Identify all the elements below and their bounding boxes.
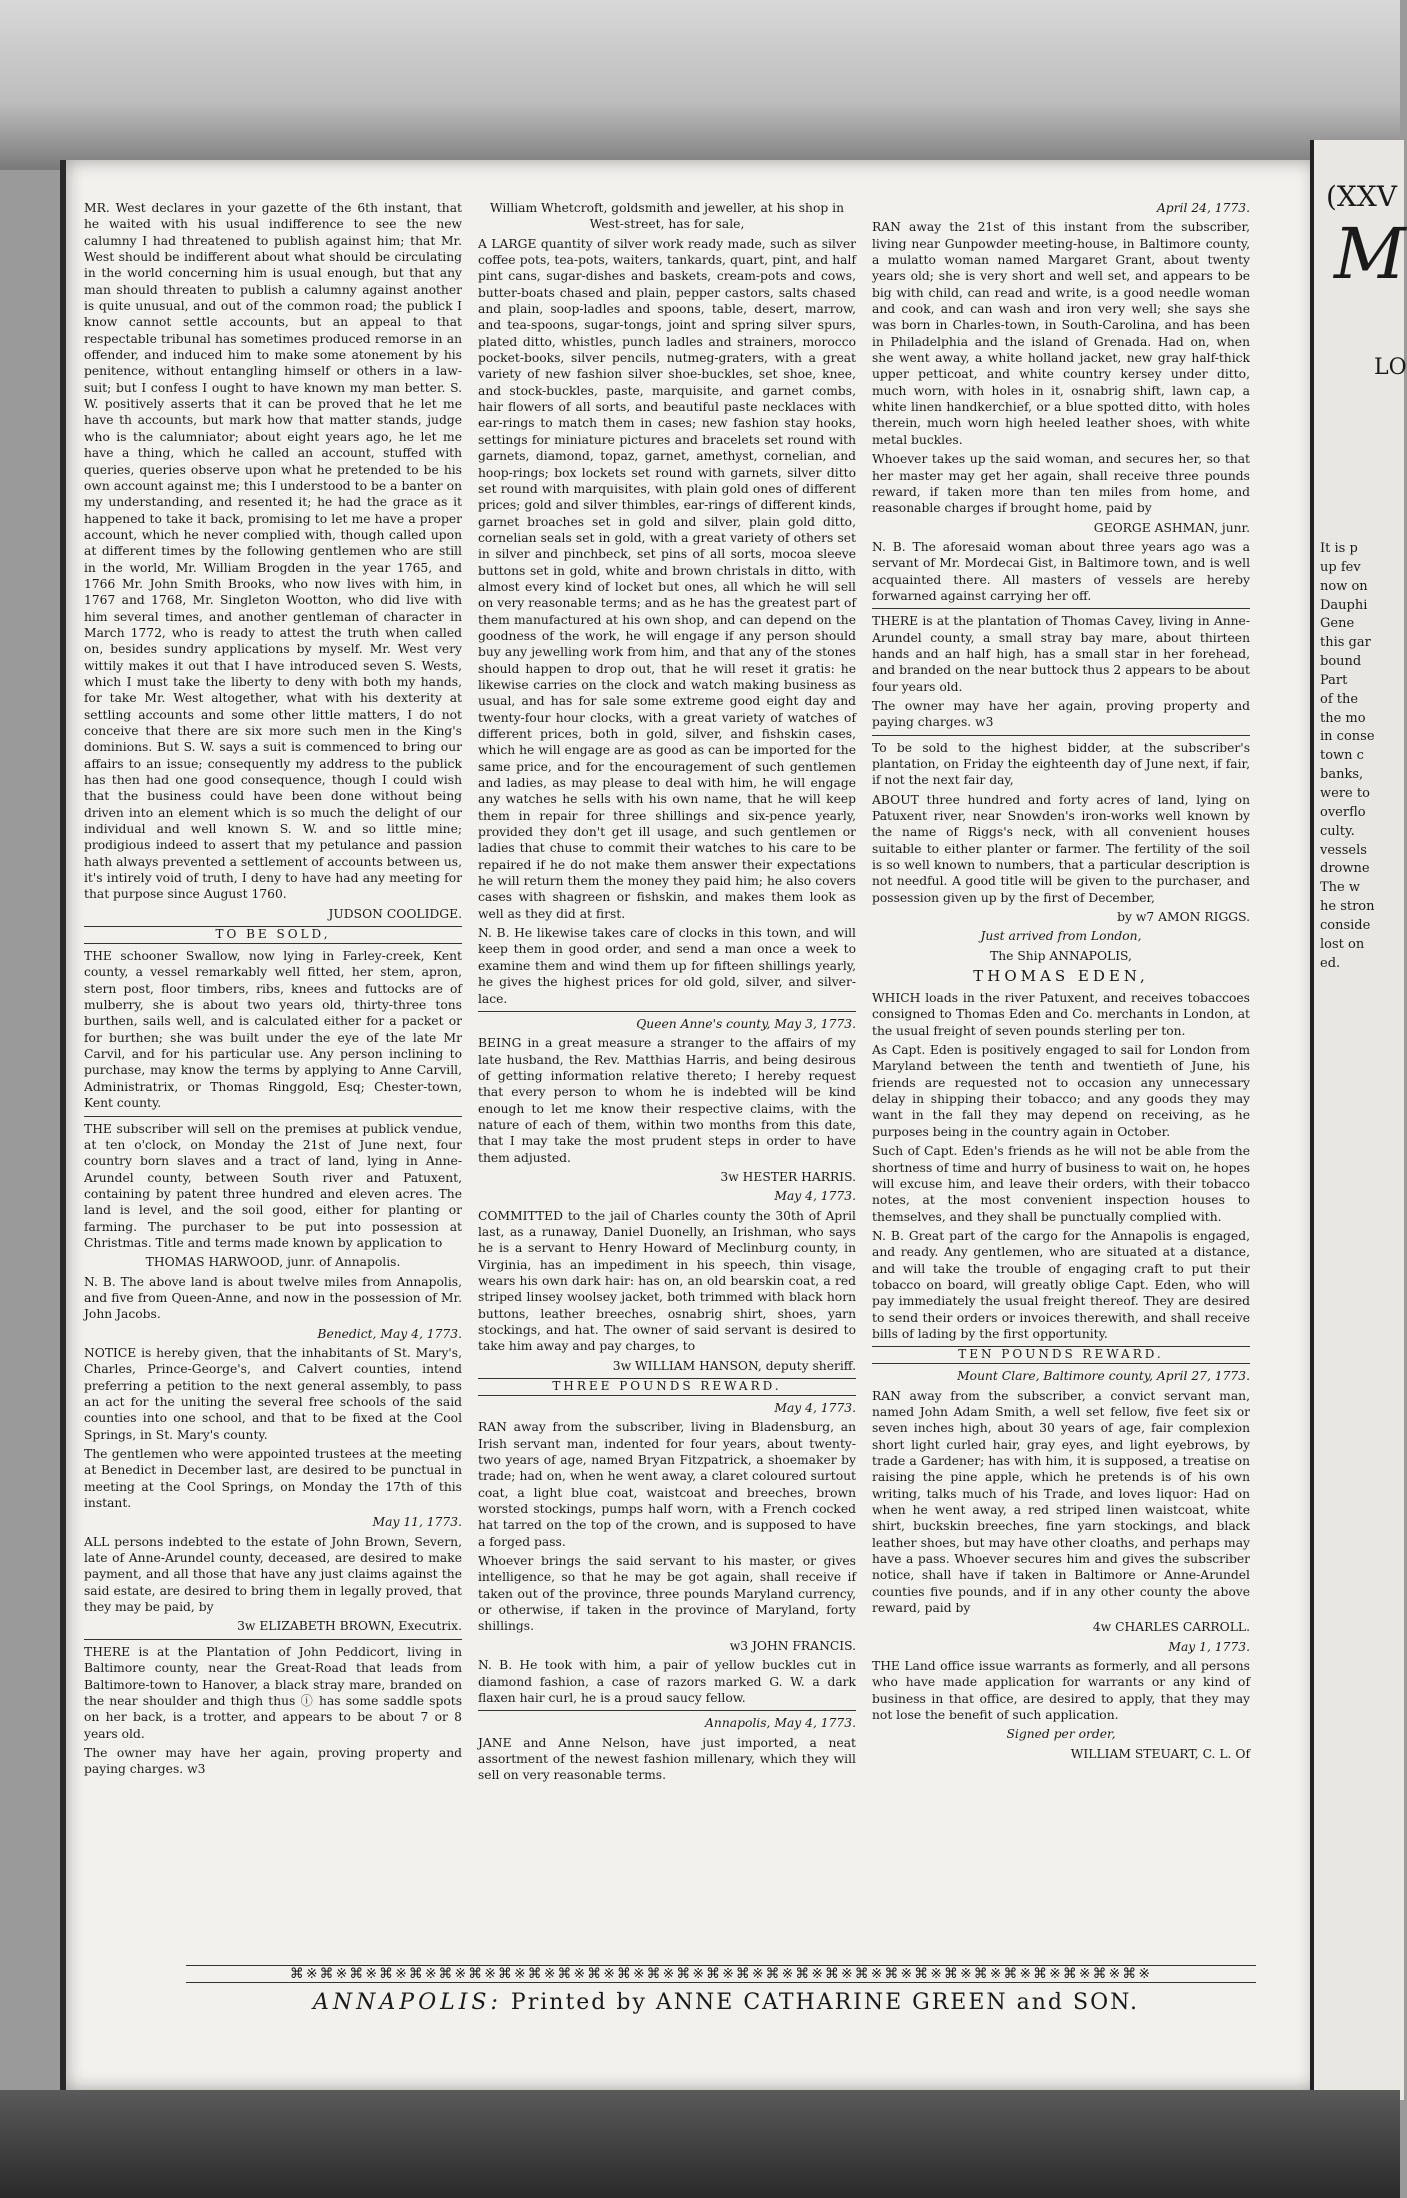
dateline-may-4-b: May 4, 1773. <box>774 1401 856 1416</box>
adjacent-page-line: lost on <box>1320 936 1365 952</box>
signature-william-hanson: 3w WILLIAM HANSON, deputy sheriff. <box>612 1358 856 1373</box>
signed-per-order: Signed per order, <box>1006 1727 1116 1742</box>
adjacent-page-line: bound <box>1320 654 1362 670</box>
signature-hester-harris: 3w HESTER HARRIS. <box>720 1169 856 1184</box>
notice-fitzpatrick-reward: Whoever brings the said servant to his master, or gives intelligence, so that he may be got again, shall receive if taken out of the province, three pounds Maryland currency, or otherwise, if taken in the province of Maryland, forty shillings. <box>478 1554 856 1634</box>
heading-to-be-sold: TO BE SOLD, <box>84 926 462 944</box>
dateline-annapolis: Annapolis, May 4, 1773. <box>705 1716 856 1731</box>
ad-nelson-millenary: JANE and Anne Nelson, have just imported, a neat assortment of the newest fashion millenary, which they will sell on very reasonable terms. <box>478 1735 856 1783</box>
heading-ship-annapolis: The Ship ANNAPOLIS, <box>990 948 1132 963</box>
notice-committed-duonelly: COMMITTED to the jail of Charles county the 30th of April last, as a runaway, Daniel Duonelly, an Irishman, who says he is a servant to Henry Howard of Meclinburg county, in Virginia, has an impediment in his speech, thin visage, wears his own dark hair: has on, an old bearskin coat, a red striped linsey woolsey jacket, both trimmed with black horn buttons, leather breeches, osnabrig shirt, shoes, yarn stockings, and hat. The owner of said servant is desired to take him away and pay charges, to <box>478 1208 856 1354</box>
adjacent-page-line: Dauphi <box>1320 597 1368 613</box>
adjacent-page-line: banks, <box>1320 767 1364 783</box>
adjacent-page-masthead-letter: M <box>1334 213 1406 295</box>
colophon-ornament: ⌘※⌘※⌘※⌘※⌘※⌘※⌘※⌘※⌘※⌘※⌘※⌘※⌘※⌘※⌘※⌘※⌘※⌘※⌘※⌘※⌘※⌘※⌘※⌘※⌘※⌘※⌘※⌘※⌘※ <box>186 1965 1256 1983</box>
adjacent-page-line: culty. <box>1320 823 1355 839</box>
signature-george-ashman: GEORGE ASHMAN, junr. <box>1093 520 1250 535</box>
notice-fitzpatrick-nb: N. B. He took with him, a pair of yellow buckles cut in diamond fashion, a case of razors marked G. W. a dark flaxen hair curl, he is a proud saucy fellow. <box>478 1658 856 1705</box>
adjacent-page-line: in conse <box>1320 729 1375 745</box>
divider <box>478 1011 856 1012</box>
notice-stray-mare-owner: The owner may have her again, proving property and paying charges. w3 <box>84 1745 462 1777</box>
notice-trustees: The gentlemen who were appointed trustees at the meeting at Benedict in December last, are desired to be punctual in meeting at the Cool Springs, on Monday the 17th of this instant. <box>84 1447 462 1511</box>
notice-hester-harris: BEING in a great measure a stranger to the affairs of my late husband, the Rev. Matthias Harris, and being desirous of getting information relative thereto; I hereby request that every person to whom he is indebted will be kind enough to let me know their respective claims, with the nature of each of them, within two months from this date, that I may take the most prudent steps in order to have them adjusted. <box>478 1036 856 1165</box>
notice-grant-nb: N. B. The aforesaid woman about three years ago was a servant of Mr. Mordecai Gist, in Baltimore town, and is well acquainted there. All masters of vessels are hereby forwarned against carrying her off. <box>872 539 1250 603</box>
adjacent-page-line: this gar <box>1320 635 1371 651</box>
article-coolidge: MR. West declares in your gazette of the 6th instant, that he waited with his usual indifference to see the new calumny I had threatened to publish against him; that Mr. West should be indifferent about what should be circulating in the world concerning him is usual enough, but that any man should threaten to publish a calumny against another is quite unusual, and out of the common road; the publick I know cannot settle accounts, but an appeal to that respectable tribunal has sometimes produced remorse in an offender, and induced him to make some atonement by his penitence, without entangling himself or others in a law-suit; but I confess I ought to have known my man better. S. W. positively asserts that it can be proved that he let me have th accounts, but mark how that matter stands, judge who is the calumniator; about eight years ago, he let me have a thing, which he called an account, stuffed with queries, queries observe upon what he pretended to be his own account against me; this I understood to be a banter on my understanding, and resented it; he had the grace as it happened to take it back, promising to let me have a proper account, which he never complied with, though called upon at different times by the following gentlemen who are still in the world, Mr. William Brogden in the year 1765, and 1766 Mr. John Smith Brooks, who now lives with him, in 1767 and 1768, Mr. Singleton Wootton, who did live with him several times, and another gentleman of character in March 1772, who is ready to attest the truth when called on, besides sundry applications by myself. Mr. West very wittily makes it out that I have introduced seven S. Wests, which I must take the liberty to deny with both my hands, for take Mr. West altogether, what with his dexterity at settling accounts and some other little matters, I do not conceive that there are six more such men in the King's dominions. But S. W. says a suit is commenced to bring our affairs to an issue; consequently my address to the publick has then had one good consequence, though I could wish that the business could have been done without being driven into an element which is so much the delight of our individual and well known S. W. and so little mine; prodigious indeed to assert that my petulance and passion hath always prevented a settlement of accounts between us, it's intirely void of truth, I deny to have had any meeting for that purpose since August 1760. <box>84 201 462 902</box>
notice-brown-estate: ALL persons indebted to the estate of John Brown, Severn, late of Anne-Arundel county, deceased, are desired to make payment, and all those that have any just claims against the said estate, are desired to bring them in legally proved, that they may be paid, by <box>84 1534 462 1615</box>
dateline-benedict: Benedict, May 4, 1773. <box>317 1326 462 1341</box>
scan-border-bottom <box>0 2090 1400 2198</box>
newspaper-page <box>60 160 1316 2090</box>
adjacent-page-line: overflo <box>1320 804 1366 820</box>
divider <box>84 1639 462 1640</box>
notice-stray-mare-cavey: THERE is at the plantation of Thomas Cavey, living in Anne-Arundel county, a small stray bay mare, about thirteen hands and an half high, has a small star in her forehead, and branded on the near buttock thus 2 appears to be about four years old. <box>872 614 1250 694</box>
notice-cavey-owner: The owner may have her again, proving property and paying charges. w3 <box>872 698 1250 730</box>
column-1 <box>84 200 462 1781</box>
heading-three-pounds-reward: THREE POUNDS REWARD. <box>478 1378 856 1396</box>
ad-whetcroft-header: William Whetcroft, goldsmith and jeweller, at his shop in West-street, has for sale, <box>490 201 844 232</box>
divider <box>478 1710 856 1711</box>
adjacent-page-line: drowne <box>1320 861 1370 877</box>
dateline-mount-clare: Mount Clare, Baltimore county, April 27, 1773. <box>957 1369 1250 1384</box>
dateline-queen-annes: Queen Anne's county, May 3, 1773. <box>636 1016 856 1031</box>
adjacent-page-line: the mo <box>1320 710 1366 726</box>
column-3 <box>872 200 1250 1765</box>
adjacent-page-line: Gene <box>1320 616 1355 632</box>
divider <box>84 1116 462 1117</box>
adjacent-page-header: (XXV <box>1326 180 1398 213</box>
signature-john-francis: w3 JOHN FRANCIS. <box>729 1638 856 1653</box>
adjacent-page-text <box>1314 540 1404 973</box>
signature-charles-carroll: 4w CHARLES CARROLL. <box>1092 1620 1250 1635</box>
notice-free-schools: NOTICE is hereby given, that the inhabitants of St. Mary's, Charles, Prince-George's, and Calvert counties, intend preferring a petition to the next general assembly, to pass an act for the uniting the several free schools of the said counties into one school, and that to be fixed at the Cool Springs, in St. Mary's county. <box>84 1345 462 1442</box>
signature-coolidge: JUDSON COOLIDGE. <box>328 906 462 921</box>
heading-thomas-eden: THOMAS EDEN, <box>973 967 1149 986</box>
divider <box>872 735 1250 736</box>
notice-stray-mare-peddicort: THERE is at the Plantation of John Peddicort, living in Baltimore county, near the Great-Road that leads from Baltimore-town to Hanover, a black stray mare, branded on the near shoulder and thigh thus ⓘ has some saddle spots on her back, is a trotter, and appears to be about 7 or 8 years old. <box>84 1644 462 1741</box>
adjacent-page-line: now on <box>1320 578 1368 594</box>
notice-grant-reward: Whoever takes up the said woman, and secures her, so that her master may get her again, shall receive three pounds reward, if taken more than ten miles from home, and reasonable charges if brought home, paid by <box>872 452 1250 516</box>
signature-amon-riggs: by w7 AMON RIGGS. <box>1117 910 1250 925</box>
adjacent-page-line: vessels <box>1320 842 1367 858</box>
notice-land-office: THE Land office issue warrants as formerly, and all persons who have made application for warrants or any kind of business in that office, are desired to apply, that they may not lose the benefit of such application. <box>872 1659 1250 1723</box>
ad-whetcroft-nb: N. B. He likewise takes care of clocks in this town, and will keep them in good order, and send a man once a week to examine them and wind them up for fifteen shillings yearly, he gives the highest prices for old gold, silver, and silver-lace. <box>478 926 856 1006</box>
ad-eden-friends: Such of Capt. Eden's friends as he will not be able from the shortness of time and hurry of business to wait on, he hopes will excuse him, and leave their orders, with their tobacco notes, at the most convenient inspection houses to themselves, and they shall be punctually complied with. <box>872 1144 1250 1224</box>
adjacent-page-line: conside <box>1320 917 1371 933</box>
dateline-may-4-a: May 4, 1773. <box>774 1189 856 1204</box>
dateline-may-11: May 11, 1773. <box>372 1515 462 1530</box>
dateline-may-1: May 1, 1773. <box>1168 1639 1250 1654</box>
signature-harwood: THOMAS HARWOOD, junr. of Annapolis. <box>145 1255 401 1270</box>
notice-runaway-john-adam-smith: RAN away from the subscriber, a convict servant man, named John Adam Smith, a well set fellow, five feet six or seven inches high, about 30 years of age, fair complexion short light curled hair, gray eyes, and light eyebrows, by trade a Gardener; has with him, it is supposed, a treatise on raising the pine apple, which he pretends is of his own writing, talks much of his Trade, and loves liquor: Had on when he went away, a red striped linen waistcoat, white shirt, buckskin breeches, fine yarn stockings, and black leather shoes, but may have other cloaths, and perhaps may have a pass. Whoever secures him and gives the subscriber notice, shall have if taken in Baltimore or Anne-Arundel counties five pounds, and if in any other county the above reward, paid by <box>872 1388 1250 1616</box>
ad-eden-nb: N. B. Great part of the cargo for the Annapolis is engaged, and ready. Any gentlemen, who are situated at a distance, and will take the trouble of engaging craft to put their tobacco on board, will greatly oblige Capt. Eden, who will pay immediately the usual freight thereof. They are desired to send their orders or invoices therewith, and shall receive bills of lading by the first opportunity. <box>872 1228 1250 1341</box>
column-2 <box>478 200 856 1787</box>
adjacent-page-heading: LO <box>1374 355 1407 380</box>
heading-just-arrived: Just arrived from London, <box>980 929 1142 944</box>
adjacent-page-line: he stron <box>1320 899 1375 915</box>
signature-elizabeth-brown: 3w ELIZABETH BROWN, Executrix. <box>237 1619 462 1634</box>
adjacent-page-line: town c <box>1320 748 1364 764</box>
colophon-place: ANNAPOLIS: <box>313 1990 502 2015</box>
dateline-april-24: April 24, 1773. <box>1156 201 1250 215</box>
ad-eden-loads: WHICH loads in the river Patuxent, and receives tobaccoes consigned to Thomas Eden and Co. merchants in London, at the usual freight of seven pounds sterling per ton. <box>872 991 1250 1038</box>
adjacent-page-fragment <box>1310 140 1407 2100</box>
colophon <box>206 1990 1246 2015</box>
adjacent-page-line: were to <box>1320 785 1370 801</box>
heading-ten-pounds-reward: TEN POUNDS REWARD. <box>872 1346 1250 1364</box>
divider <box>872 608 1250 609</box>
notice-riggs-land: ABOUT three hundred and forty acres of land, lying on Patuxent river, near Snowden's iron-works well known by the name of Riggs's neck, with all convenient houses suitable to either planter or farmer. The fertility of the soil is so well known to numbers, that a particular description is not needful. A good title will be given to the purchaser, and possession given up by the first of December, <box>872 792 1250 905</box>
notice-runaway-margaret-grant: RAN away the 21st of this instant from the subscriber, living near Gunpowder meeting-house, in Baltimore county, a mulatto woman named Margaret Grant, about twenty years old; she is very short and well set, and appears to be big with child, can read and write, is a good needle woman and cook, and can wash and iron very well; she says she was born in Charles-town, in South-Carolina, and has been in Philadelphia and the island of Grenada. Had on, when she went away, a white holland jacket, new gray half-thick upper petticoat, and white country kersey under ditto, much worn, with holes in it, osnabrig shift, lawn cap, a white linen handkerchief, or a blue spotted ditto, with holes therein, much worn high heeled leather shoes, with white metal buckles. <box>872 220 1250 447</box>
adjacent-page-line: of the <box>1320 691 1359 707</box>
adjacent-page-line: Part <box>1320 672 1348 688</box>
notice-runaway-fitzpatrick: RAN away from the subscriber, living in Bladensburg, an Irish servant man, indented for four years, about twenty-two years of age, named Bryan Fitzpatrick, a shoemaker by trade; had on, when he went away, a claret coloured surtout coat, a light blue coat, waistcoat and breeches, brown worsted stockings, pumps half worn, with a French cocked hat tarred on the top of the crown, and is supposed to have a forged pass. <box>478 1420 856 1549</box>
ad-whetcroft-silver: A LARGE quantity of silver work ready made, such as silver coffee pots, tea-pots, waiters, tankards, quart, pint, and half pint cans, sugar-dishes and baskets, cream-pots and cows, butter-boats chased and plain, pepper castors, salts chased and plain, soop-ladles and spoons, table, desert, marrow, and tea-spoons, sugar-tongs, joint and spring silver spurs, plated ditto, whistles, punch ladles and strainers, morocco pocket-books, silver pencils, nutmeg-graters, with a great variety of new fashion silver shoe-buckles, set shoe, knee, and stock-buckles, paste, marquisite, and garnet combs, hair flowers of all sorts, and beautiful paste necklaces with ear-rings to match them in cases; new fashion stay hooks, settings for miniature pictures and bracelets set round with garnets, diamond, topaz, garnet, amethyst, cornelian, and hoop-rings; box lockets set round with garnets, silver ditto set round with marquisites, with plain gold ones of different prices; gold and silver thimbles, ear-rings of different kinds, garnet broaches set in gold and silver, plain gold ditto, cornelian seals set in gold, with a great variety of others set in silver and pinchbeck, set pins of all sorts, mocoa sleeve buttons set in gold, white and brown christals in ditto, with almost every kind of locket but ones, all which he will sell on very reasonable terms; and as he has the greatest part of them manufactured at his own shop, and can depend on the goodness of the work, he will engage if any person should buy any jewelling work from him, and that any of the stones should happen to drop out, that he will reset it gratis: he likewise carries on the clock and watch making business as usual, and has for sale some extreme good eight day and twenty-four hour clocks, with a great variety of watches of different prices, both in gold, silver, and fishskin cases, which he will engage are as good as can be imported for the same price, and for the encouragement of such gentlemen and ladies, as may please to deal with him, he will engage any watches he sells with his own name, that he will keep them in repair for three shillings and six-pence yearly, provided they don't get ill usage, and such gentlemen or ladies that chuse to commit their watches to his care to be repaired if he do not make them answer their expectations he will return them the money they paid him; he also covers cases with shagreen or fishskin, and makes them look as well as they did at first. <box>478 236 856 921</box>
adjacent-page-line: The w <box>1320 880 1360 896</box>
signature-william-steuart: WILLIAM STEUART, C. L. Of <box>1070 1746 1250 1761</box>
ad-harwood-vendue: THE subscriber will sell on the premises at publick vendue, at ten o'clock, on Monday the 21st of June next, four country born slaves and a tract of land, lying in Anne-Arundel county, between South river and Patuxent, containing by patent three hundred and eleven acres. The land is level, and the soil good, either for planting or farming. The purchaser to be put into possession at Christmas. Title and terms made known by application to <box>84 1121 462 1250</box>
notice-riggs-sale-intro: To be sold to the highest bidder, at the subscriber's plantation, on Friday the eighteenth day of June next, if fair, if not the next fair day, <box>872 740 1250 788</box>
colophon-printer: Printed by ANNE CATHARINE GREEN and SON. <box>510 1990 1139 2015</box>
ad-eden-sailing: As Capt. Eden is positively engaged to sail for London from Maryland between the tenth and twentieth of June, his friends are requested not to occasion any unnecessary delay in shipping their tobacco; and any goods they may want in the fall they may depend on receiving, as he purposes being in the country again in October. <box>872 1043 1250 1139</box>
scan-border-top <box>0 0 1400 170</box>
ad-harwood-nb: N. B. The above land is about twelve miles from Annapolis, and five from Queen-Anne, and now in the possession of Mr. John Jacobs. <box>84 1274 462 1322</box>
ad-schooner-swallow: THE schooner Swallow, now lying in Farley-creek, Kent county, a vessel remarkably well fitted, her stem, apron, stern post, floor timbers, ribs, knees and futtocks are of mulberry, she is about two years old, thirty-three tons burthen, sails well, and is calculated either for a packet or for burthen; she was built under the eye of the late Mr Carvil, and for his particular use. Any person inclining to purchase, may know the terms by applying to Anne Carvill, Administratrix, or Thomas Ringgold, Esq; Chester-town, Kent county. <box>84 949 462 1111</box>
adjacent-page-line: ed. <box>1320 955 1341 971</box>
adjacent-page-line: up fev <box>1320 559 1361 575</box>
adjacent-page-line: It is p <box>1320 541 1358 556</box>
